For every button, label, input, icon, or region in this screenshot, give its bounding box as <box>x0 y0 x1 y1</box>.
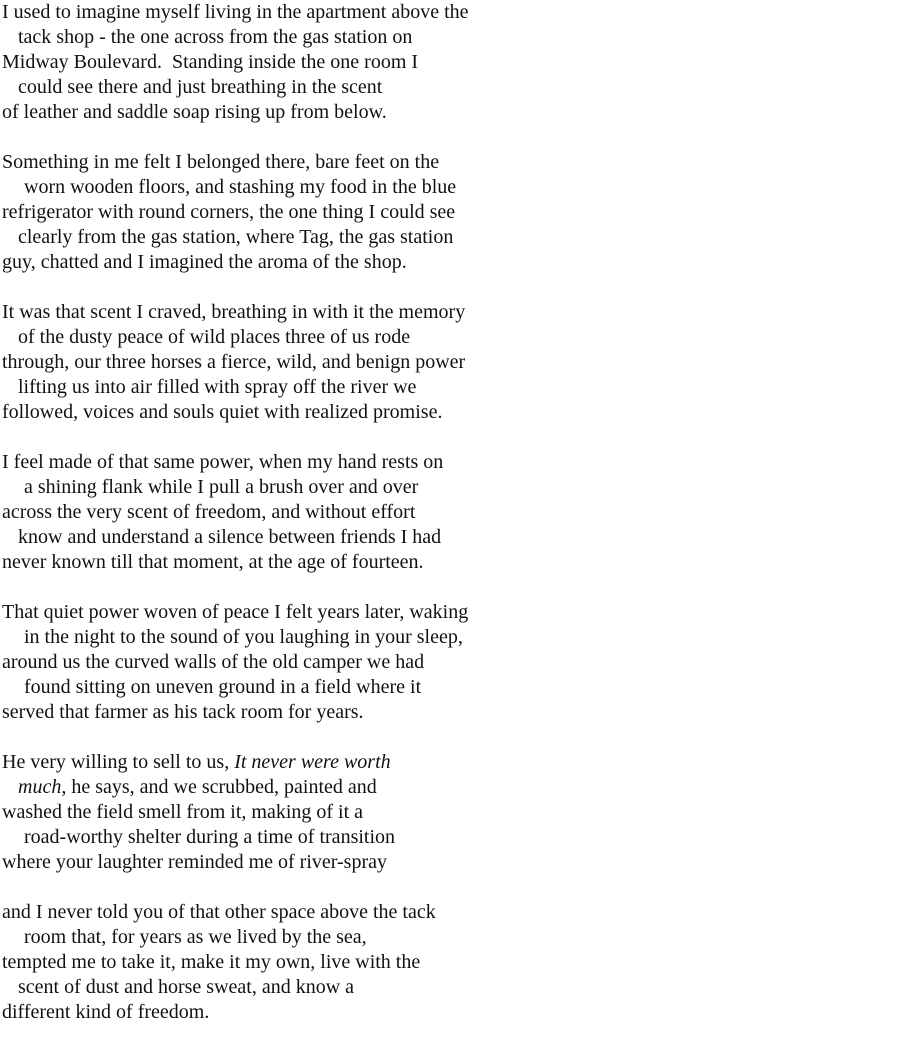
line-text: different kind of freedom. <box>2 1001 210 1023</box>
stanza <box>2 900 900 1025</box>
line-text: Something in me felt I belonged there, bare feet on the <box>2 151 440 173</box>
poem-line <box>2 50 900 75</box>
line-text: I feel made of that same power, when my hand rests on <box>2 451 444 473</box>
poem-line <box>2 625 900 650</box>
line-text: washed the field smell from it, making of it a <box>2 801 364 823</box>
line-text: where your laughter reminded me of river-spray <box>2 851 387 873</box>
line-text: I used to imagine myself living in the apartment above the <box>2 1 469 23</box>
line-text: road-worthy shelter during a time of transition <box>24 826 396 848</box>
poem-line <box>2 950 900 975</box>
line-text: of the dusty peace of wild places three of us rode <box>18 326 411 348</box>
italic-text: much, <box>18 776 67 798</box>
poem-line <box>2 450 900 475</box>
poem-line <box>2 1000 900 1025</box>
poem-line <box>2 375 900 400</box>
line-text: around us the curved walls of the old camper we had <box>2 651 425 673</box>
line-text: found sitting on uneven ground in a field where it <box>24 676 422 698</box>
poem-line <box>2 525 900 550</box>
poem-line <box>2 850 900 875</box>
line-text: of leather and saddle soap rising up from below. <box>2 101 387 123</box>
poem-line <box>2 400 900 425</box>
stanza <box>2 150 900 275</box>
line-text: know and understand a silence between friends I had <box>18 526 442 548</box>
line-text: room that, for years as we lived by the sea, <box>24 926 367 948</box>
poem-line <box>2 175 900 200</box>
poem-line <box>2 675 900 700</box>
italic-text: It never were worth <box>234 751 391 773</box>
line-text: guy, chatted and I imagined the aroma of the shop. <box>2 251 407 273</box>
line-text: and I never told you of that other space above the tack <box>2 901 436 923</box>
poem-line <box>2 475 900 500</box>
poem-line <box>2 200 900 225</box>
poem-line <box>2 0 900 25</box>
poem-line <box>2 600 900 625</box>
poem-line <box>2 700 900 725</box>
line-text: followed, voices and souls quiet with realized promise. <box>2 401 443 423</box>
line-text: across the very scent of freedom, and without effort <box>2 501 416 523</box>
line-text: never known till that moment, at the age of fourteen. <box>2 551 424 573</box>
line-text: It was that scent I craved, breathing in with it the memory <box>2 301 466 323</box>
stanza <box>2 300 900 425</box>
line-text: refrigerator with round corners, the one thing I could see <box>2 201 456 223</box>
poem-line <box>2 250 900 275</box>
line-text: he says, and we scrubbed, painted and <box>66 776 377 798</box>
poem-line <box>2 500 900 525</box>
poem-line <box>2 550 900 575</box>
line-text: tack shop - the one across from the gas station on <box>18 26 413 48</box>
poem-line <box>2 100 900 125</box>
poem-document <box>2 0 900 1050</box>
line-text: a shining flank while I pull a brush over and over <box>24 476 419 498</box>
line-text: in the night to the sound of you laughing in your sleep, <box>24 626 463 648</box>
poem-line <box>2 325 900 350</box>
stanza <box>2 0 900 125</box>
poem-line <box>2 225 900 250</box>
line-text: That quiet power woven of peace I felt years later, waking <box>2 601 469 623</box>
poem-line <box>2 825 900 850</box>
line-text: worn wooden floors, and stashing my food in the blue <box>24 176 457 198</box>
poem-line <box>2 150 900 175</box>
poem-line <box>2 925 900 950</box>
line-text: He very willing to sell to us, <box>2 751 235 773</box>
line-text: Midway Boulevard. Standing inside the one room I <box>2 51 419 73</box>
poem-line <box>2 300 900 325</box>
line-text: tempted me to take it, make it my own, live with the <box>2 951 421 973</box>
stanza <box>2 750 900 875</box>
line-text: clearly from the gas station, where Tag, the gas station <box>18 226 454 248</box>
line-text: through, our three horses a fierce, wild, and benign power <box>2 351 466 373</box>
line-text: scent of dust and horse sweat, and know a <box>18 976 355 998</box>
line-text: lifting us into air filled with spray off the river we <box>18 376 417 398</box>
poem-line <box>2 975 900 1000</box>
poem-line <box>2 75 900 100</box>
poem-line <box>2 750 900 775</box>
stanza <box>2 600 900 725</box>
poem-line <box>2 25 900 50</box>
poem-line <box>2 650 900 675</box>
poem-line <box>2 800 900 825</box>
poem-line <box>2 775 900 800</box>
line-text: could see there and just breathing in the scent <box>18 76 383 98</box>
line-text: served that farmer as his tack room for years. <box>2 701 364 723</box>
poem-line <box>2 350 900 375</box>
poem-line <box>2 900 900 925</box>
stanza <box>2 450 900 575</box>
